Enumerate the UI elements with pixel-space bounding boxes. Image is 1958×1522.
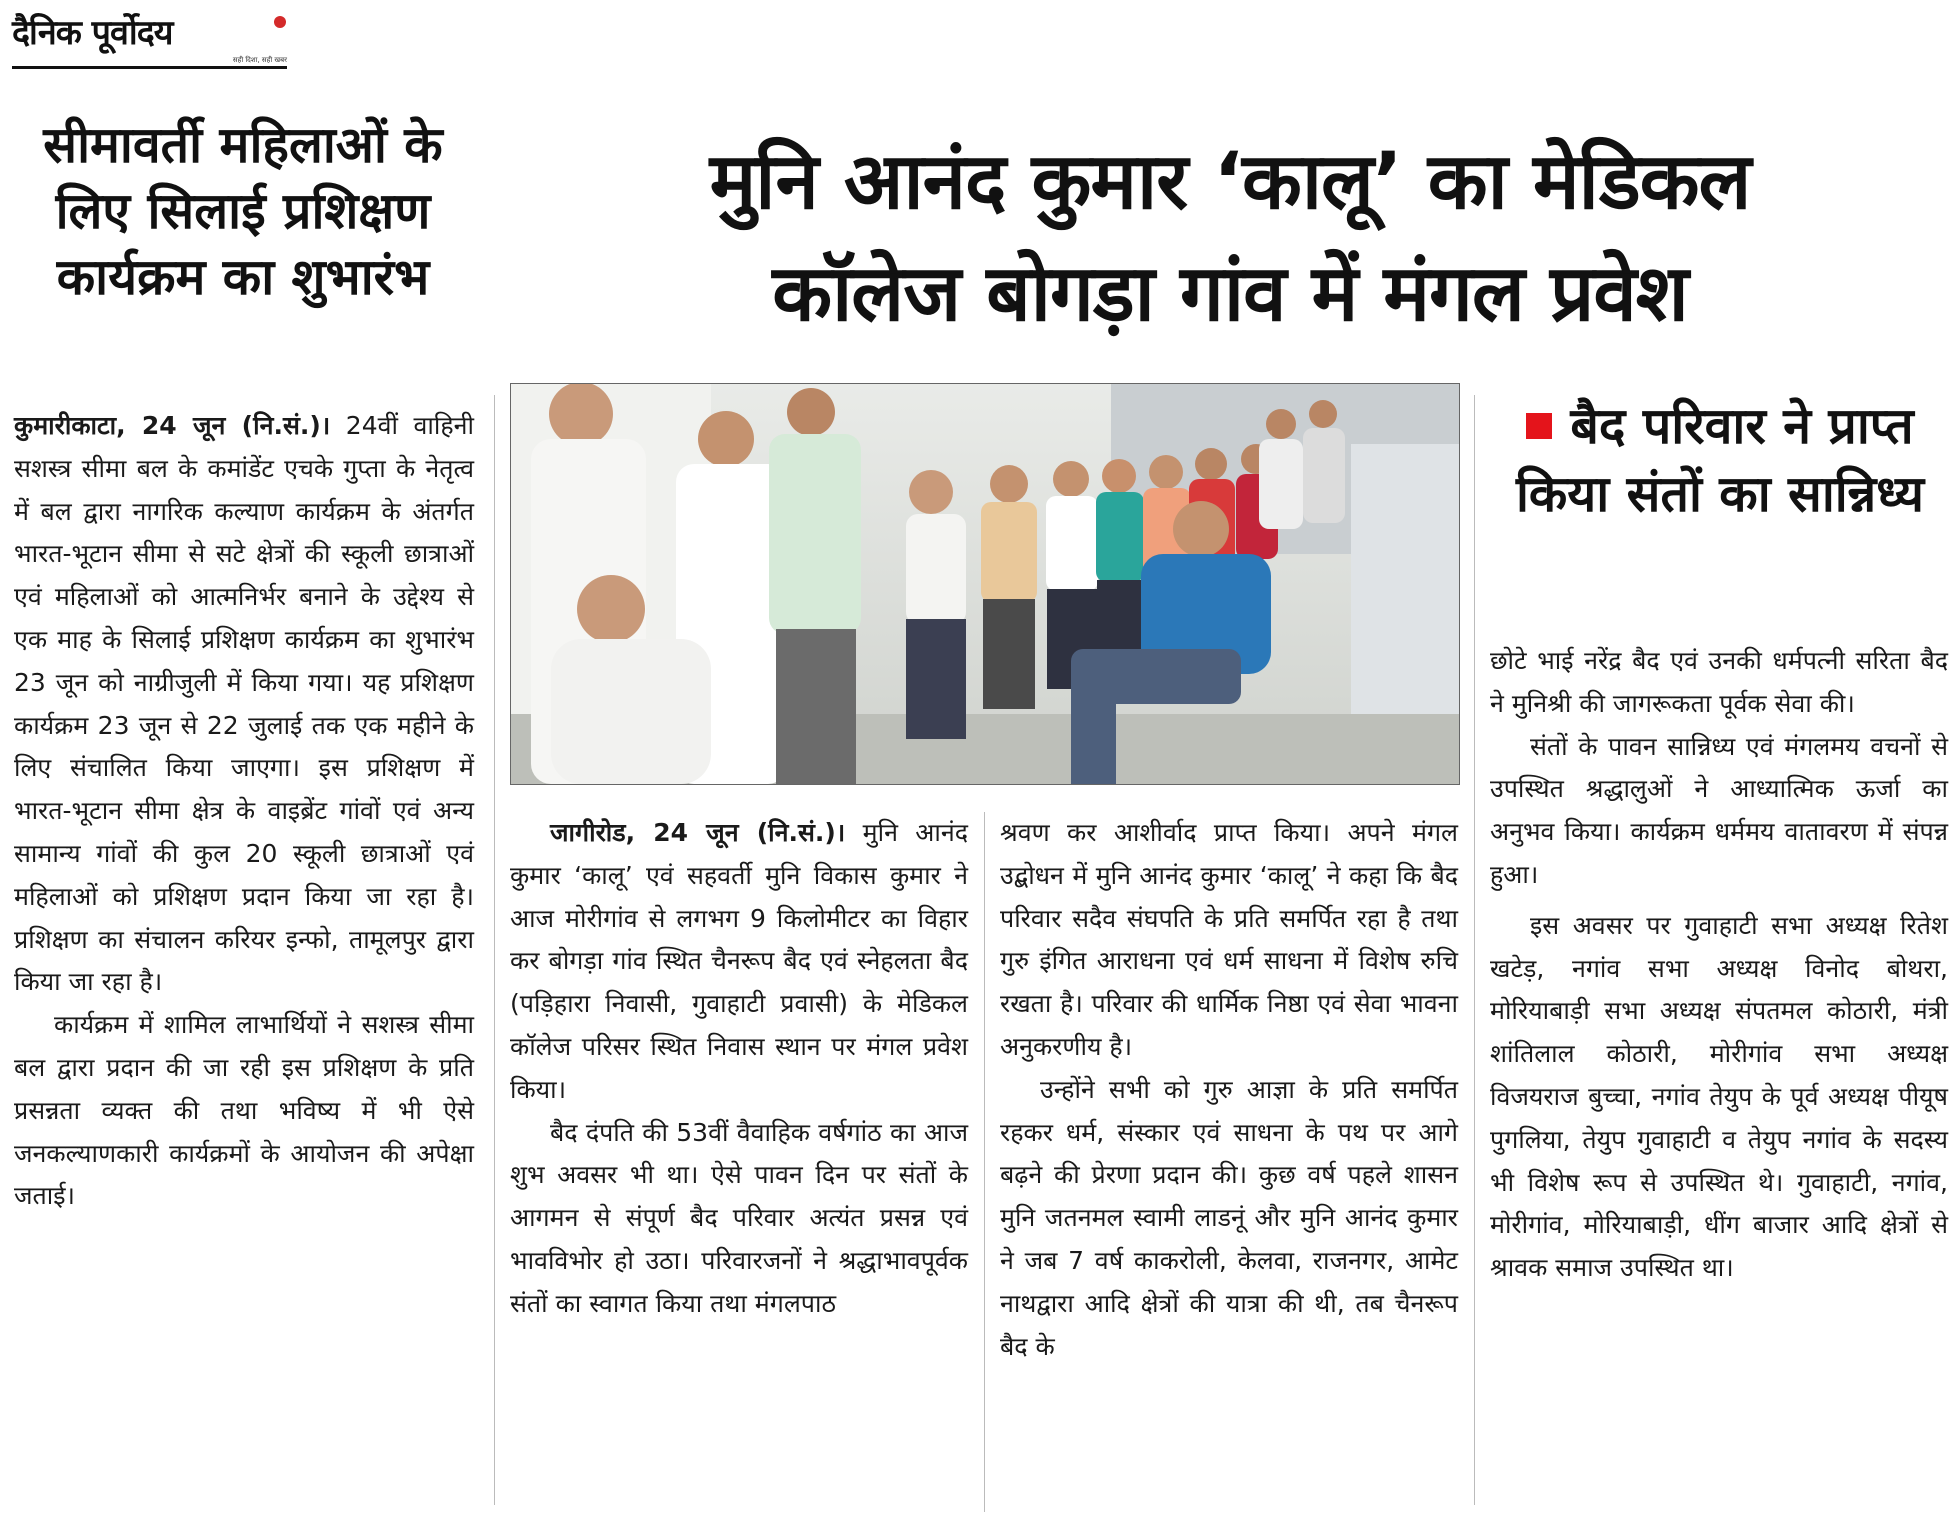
story2-column-a (510, 812, 968, 1326)
story2-column-b (1000, 812, 1458, 1368)
photo-illustration (511, 384, 1459, 784)
column-divider (494, 395, 495, 1505)
masthead-rule (12, 66, 287, 69)
logo-dot-icon (274, 16, 286, 28)
story2-para7: इस अवसर पर गुवाहाटी सभा अध्यक्ष रितेश खटेड़, नगांव सभा अध्यक्ष विनोद बोथरा, मोरियाबाड़ी सभा अध्यक्ष संपतमल कोठारी, मंत्री शांतिलाल कोठारी, मोरीगांव सभा अध्यक्ष विजयराज बुच्चा, नगांव तेयुप के पूर्व अध्यक्ष पीयूष पुगलिया, तेयुप गुवाहाटी व तेयुप नगांव के सदस्य भी विशेष रूप से उपस्थित थे। गुवाहाटी, नगांव, मोरीगांव, मोरियाबाड़ी, धींग बाजार आदि क्षेत्रों से श्रावक समाज उपस्थित था। (1490, 910, 1948, 1283)
story2-headline (520, 126, 1940, 350)
story2-subheadline-text: बैद परिवार ने प्राप्त किया संतों का सान्निध्य (1515, 397, 1925, 523)
story1-para1: 24वीं वाहिनी सशस्त्र सीमा बल के कमांडेंट एचके गुप्ता के नेतृत्व में बल द्वारा नागरिक कल्याण कार्यक्रम के अंतर्गत भारत-भूटान सीमा से सटे क्षेत्रों की स्कूली छात्राओं एवं महिलाओं को आत्मनिर्भर बनाने के उद्देश्य से एक माह के सिलाई प्रशिक्षण कार्यक्रम का शुभारंभ 23 जून को नाग्रीजुली में किया गया। यह प्रशिक्षण कार्यक्रम 23 जून से 22 जुलाई तक एक महीने के लिए संचालित किया जाएगा। इस प्रशिक्षण में भारत-भूटान सीमा क्षेत्र के वाइब्रेंट गांवों एवं अन्य सामान्य गांवों की कुल 20 स्कूली छात्राओं एवं महिलाओं को प्रशिक्षण प्रदान किया जा रहा है। प्रशिक्षण का संचालन करियर इन्फो, तामूलपुर द्वारा किया जा रहा है। (14, 411, 474, 997)
newspaper-name: दैनिक पूर्वोदय (12, 13, 173, 53)
story2-para5: छोटे भाई नरेंद्र बैद एवं उनकी धर्मपत्नी सरिता बैद ने मुनिश्री की जागरूकता पूर्वक सेवा की। (1490, 646, 1948, 718)
story2-para6: संतों के पावन सान्निध्य एवं मंगलमय वचनों से उपस्थित श्रद्धालुओं ने आध्यात्मिक ऊर्जा का अनुभव किया। कार्यक्रम धर्ममय वातावरण में संपन्न हुआ। (1490, 731, 1948, 889)
story1-body (14, 405, 474, 1218)
newspaper-tagline: सही दिशा, सही खबर (232, 56, 287, 64)
story2-subheadline (1492, 392, 1948, 528)
story1-dateline: कुमारीकाटा, 24 जून (नि.सं.)। (14, 411, 331, 440)
story2-headline-line1: मुनि आनंद कुमार ‘कालू’ का मेडिकल (709, 137, 1751, 227)
red-square-bullet-icon (1526, 413, 1552, 439)
story2-para3: श्रवण कर आशीर्वाद प्राप्त किया। अपने मंगल उद्बोधन में मुनि आनंद कुमार ‘कालू’ ने कहा कि बैद परिवार सदैव संघपति के प्रति समर्पित रहा है तथा गुरु इंगित आराधना एवं धर्म साधना में विशेष रुचि रखता है। परिवार की धार्मिक निष्ठा एवं सेवा भावना अनुकरणीय है। (1000, 818, 1458, 1061)
story1-headline: सीमावर्ती महिलाओं के लिए सिलाई प्रशिक्षण कार्यक्रम का शुभारंभ (43, 116, 443, 306)
column-divider (1474, 395, 1475, 1505)
story2-headline-line2: कॉलेज बोगड़ा गांव में मंगल प्रवेश (772, 249, 1688, 339)
story2-para4: उन्होंने सभी को गुरु आज्ञा के प्रति समर्पित रहकर धर्म, संस्कार एवं साधना के पथ पर आगे बढ़ने की प्रेरणा प्रदान की। कुछ वर्ष पहले शासन मुनि जतनमल स्वामी लाडनूं और मुनि आनंद कुमार ने जब 7 वर्ष काकरोली, केलवा, राजनगर, आमेट नाथद्वारा आदि क्षेत्रों की यात्रा की थी, तब चैनरूप बैद के (1000, 1074, 1458, 1361)
story2-para2: बैद दंपति की 53वीं वैवाहिक वर्षगांठ का आज शुभ अवसर भी था। ऐसे पावन दिन पर संतों के आगमन से संपूर्ण बैद परिवार अत्यंत प्रसन्न एवं भावविभोर हो उठा। परिवारजनों ने श्रद्धाभावपूर्वक संतों का स्वागत किया तथा मंगलपाठ (510, 1117, 968, 1318)
column-divider (984, 812, 985, 1512)
story2-dateline: जागीरोड, 24 जून (नि.सं.)। (550, 818, 846, 847)
story2-para1: मुनि आनंद कुमार ‘कालू’ एवं सहवर्ती मुनि विकास कुमार ने आज मोरीगांव से लगभग 9 किलोमीटर का विहार कर बोगड़ा गांव स्थित चैनरूप बैद एवं स्नेहलता बैद (पड़िहारा निवासी, गुवाहाटी प्रवासी) के मेडिकल कॉलेज परिसर स्थित निवास स्थान पर मंगल प्रवेश किया। (510, 818, 968, 1104)
news-photo (510, 383, 1460, 785)
story2-column-c (1490, 640, 1948, 1290)
masthead-logo (12, 8, 287, 70)
story1-para2: कार्यक्रम में शामिल लाभार्थियों ने सशस्त्र सीमा बल द्वारा प्रदान की जा रही इस प्रशिक्षण के प्रति प्रसन्नता व्यक्त की तथा भविष्य में भी ऐसे जनकल्याणकारी कार्यक्रमों के आयोजन की अपेक्षा जताई। (14, 1010, 474, 1211)
